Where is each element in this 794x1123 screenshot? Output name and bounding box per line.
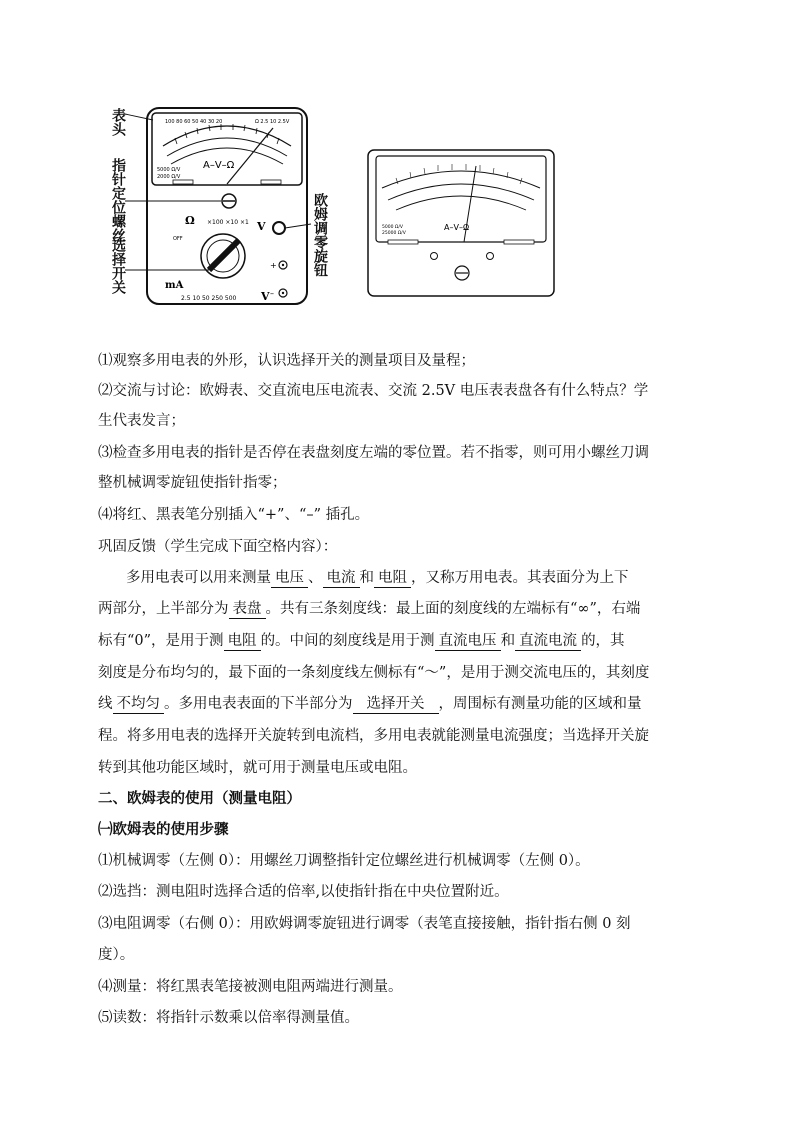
blank-answer: 选择开关 [353,695,439,714]
item-3: ⑶检查多用电表的指针是否停在表盘刻度左端的零位置。若不指零，则可用小螺丝刀调 [98,445,649,461]
para-line-7: 转到其他功能区域时，就可用于测量电压或电阻。 [98,760,417,776]
para-text: 的，其 [581,633,625,649]
step-4: ⑷测量：将红黑表笔接被测电阻两端进行测量。 [98,979,403,995]
item-4: ⑷将红、黑表笔分别插入“+”、“–” 插孔。 [98,507,370,523]
feedback-title: 巩固反馈（学生完成下面空格内容）： [98,539,338,555]
volt-label-bottom: V [261,290,270,303]
dial-small-2b: 25000 Ω/V [382,231,406,236]
label-ohm-zero-knob: 欧姆调零旋钮 [312,193,328,277]
dial-text-2: A–V–Ω [444,223,470,232]
dial-small-2: 2000 Ω/V [157,174,181,180]
para-line-5 [98,693,698,715]
blank-answer: 电流 [323,569,360,588]
step-2: ⑵选挡：测电阻时选择合适的倍率,以使指针指在中央位置附近。 [98,884,509,900]
para-line-3 [98,630,698,652]
dial-text: A–V–Ω [203,160,235,171]
para-text: 多用电表可以用来测量 [126,570,271,586]
blank-answer: 不均匀 [113,695,165,714]
volt-label: V [257,220,266,233]
item-2: ⑵交流与讨论：欧姆表、交直流电压电流表、交流 2.5V 电压表表盘各有什么特点？学 [98,383,649,399]
bottom-scale: 2.5 10 50 250 500 [181,295,237,302]
item-1: ⑴观察多用电表的外形，认识选择开关的测量项目及量程； [98,353,475,369]
blank-answer: 电阻 [224,632,261,651]
multimeter-figure [125,106,315,306]
step-5: ⑸读数：将指针示数乘以倍率得测量值。 [98,1010,359,1026]
meter-face-figure [366,148,556,298]
para-text: 两部分，上半部分为 [98,601,229,617]
sub1-title: ㈠欧姆表的使用步骤 [98,821,229,838]
para-line-1 [98,567,698,589]
para-text: ，又称万用电表。其表面分为上下 [411,570,629,586]
label-pointer-screw: 指针定位螺丝 [110,158,126,242]
para-text: 的。中间的刻度线是用于测 [260,633,435,649]
para-text: 和 [359,570,374,586]
ma-label: mA [165,280,184,291]
para-text: ，周围标有测量功能的区域和量 [438,696,642,712]
para-text: 线 [98,696,113,712]
para-line-2 [98,598,698,620]
step-3-cont: 度）。 [98,947,135,963]
item-3-cont: 整机械调零旋钮使指针指零； [98,475,287,491]
para-text: 。多用电表表面的下半部分为 [164,696,353,712]
svg-text:100 80 60 50 40 30 20: 100 80 60 50 40 30 20 [165,119,223,125]
dial-small-2a: 5000 Ω/V [382,225,403,230]
para-text: 标有“0”，是用于测 [98,633,224,649]
step-1: ⑴机械调零（左侧 0）：用螺丝刀调整指针定位螺丝进行机械调零（左侧 0）。 [98,853,590,869]
step-3: ⑶电阻调零（右侧 0）：用欧姆调零旋钮进行调零（表笔直接接触，指针指右侧 0 刻 [98,916,631,932]
para-text: 。共有三条刻度线：最上面的刻度线的左端标有“∞”，右端 [265,601,641,617]
blank-answer: 直流电流 [515,632,581,651]
plus-label: + [270,261,277,270]
item-2-cont: 生代表发言； [98,413,185,429]
para-text: 和 [500,633,516,649]
label-meter-head: 表头 [110,108,126,136]
para-line-4: 刻度是分布均匀的，最下面的一条刻度线左侧标有“～”，是用于测交流电压的，其刻度 [98,665,650,681]
minus-label: – [270,289,274,298]
label-selector-switch: 选择开关 [110,238,126,294]
section2-title: 二、欧姆表的使用（测量电阻） [98,790,301,807]
omega-label: Ω [185,214,195,227]
blank-answer: 电阻 [374,569,411,588]
blank-answer: 直流电压 [435,632,501,651]
svg-text:Ω 2.5 10 2.5V: Ω 2.5 10 2.5V [255,119,290,125]
off-label: OFF [173,236,183,242]
blank-answer: 电压 [271,569,308,588]
blank-answer: 表盘 [229,600,266,619]
dial-small-1: 5000 Ω/V [157,167,181,173]
para-text: 、 [308,570,323,586]
range-x-label: ×100 ×10 ×1 [207,219,249,226]
para-line-6: 程。将多用电表的选择开关旋转到电流档，多用电表就能测量电流强度；当选择开关旋 [98,728,649,744]
